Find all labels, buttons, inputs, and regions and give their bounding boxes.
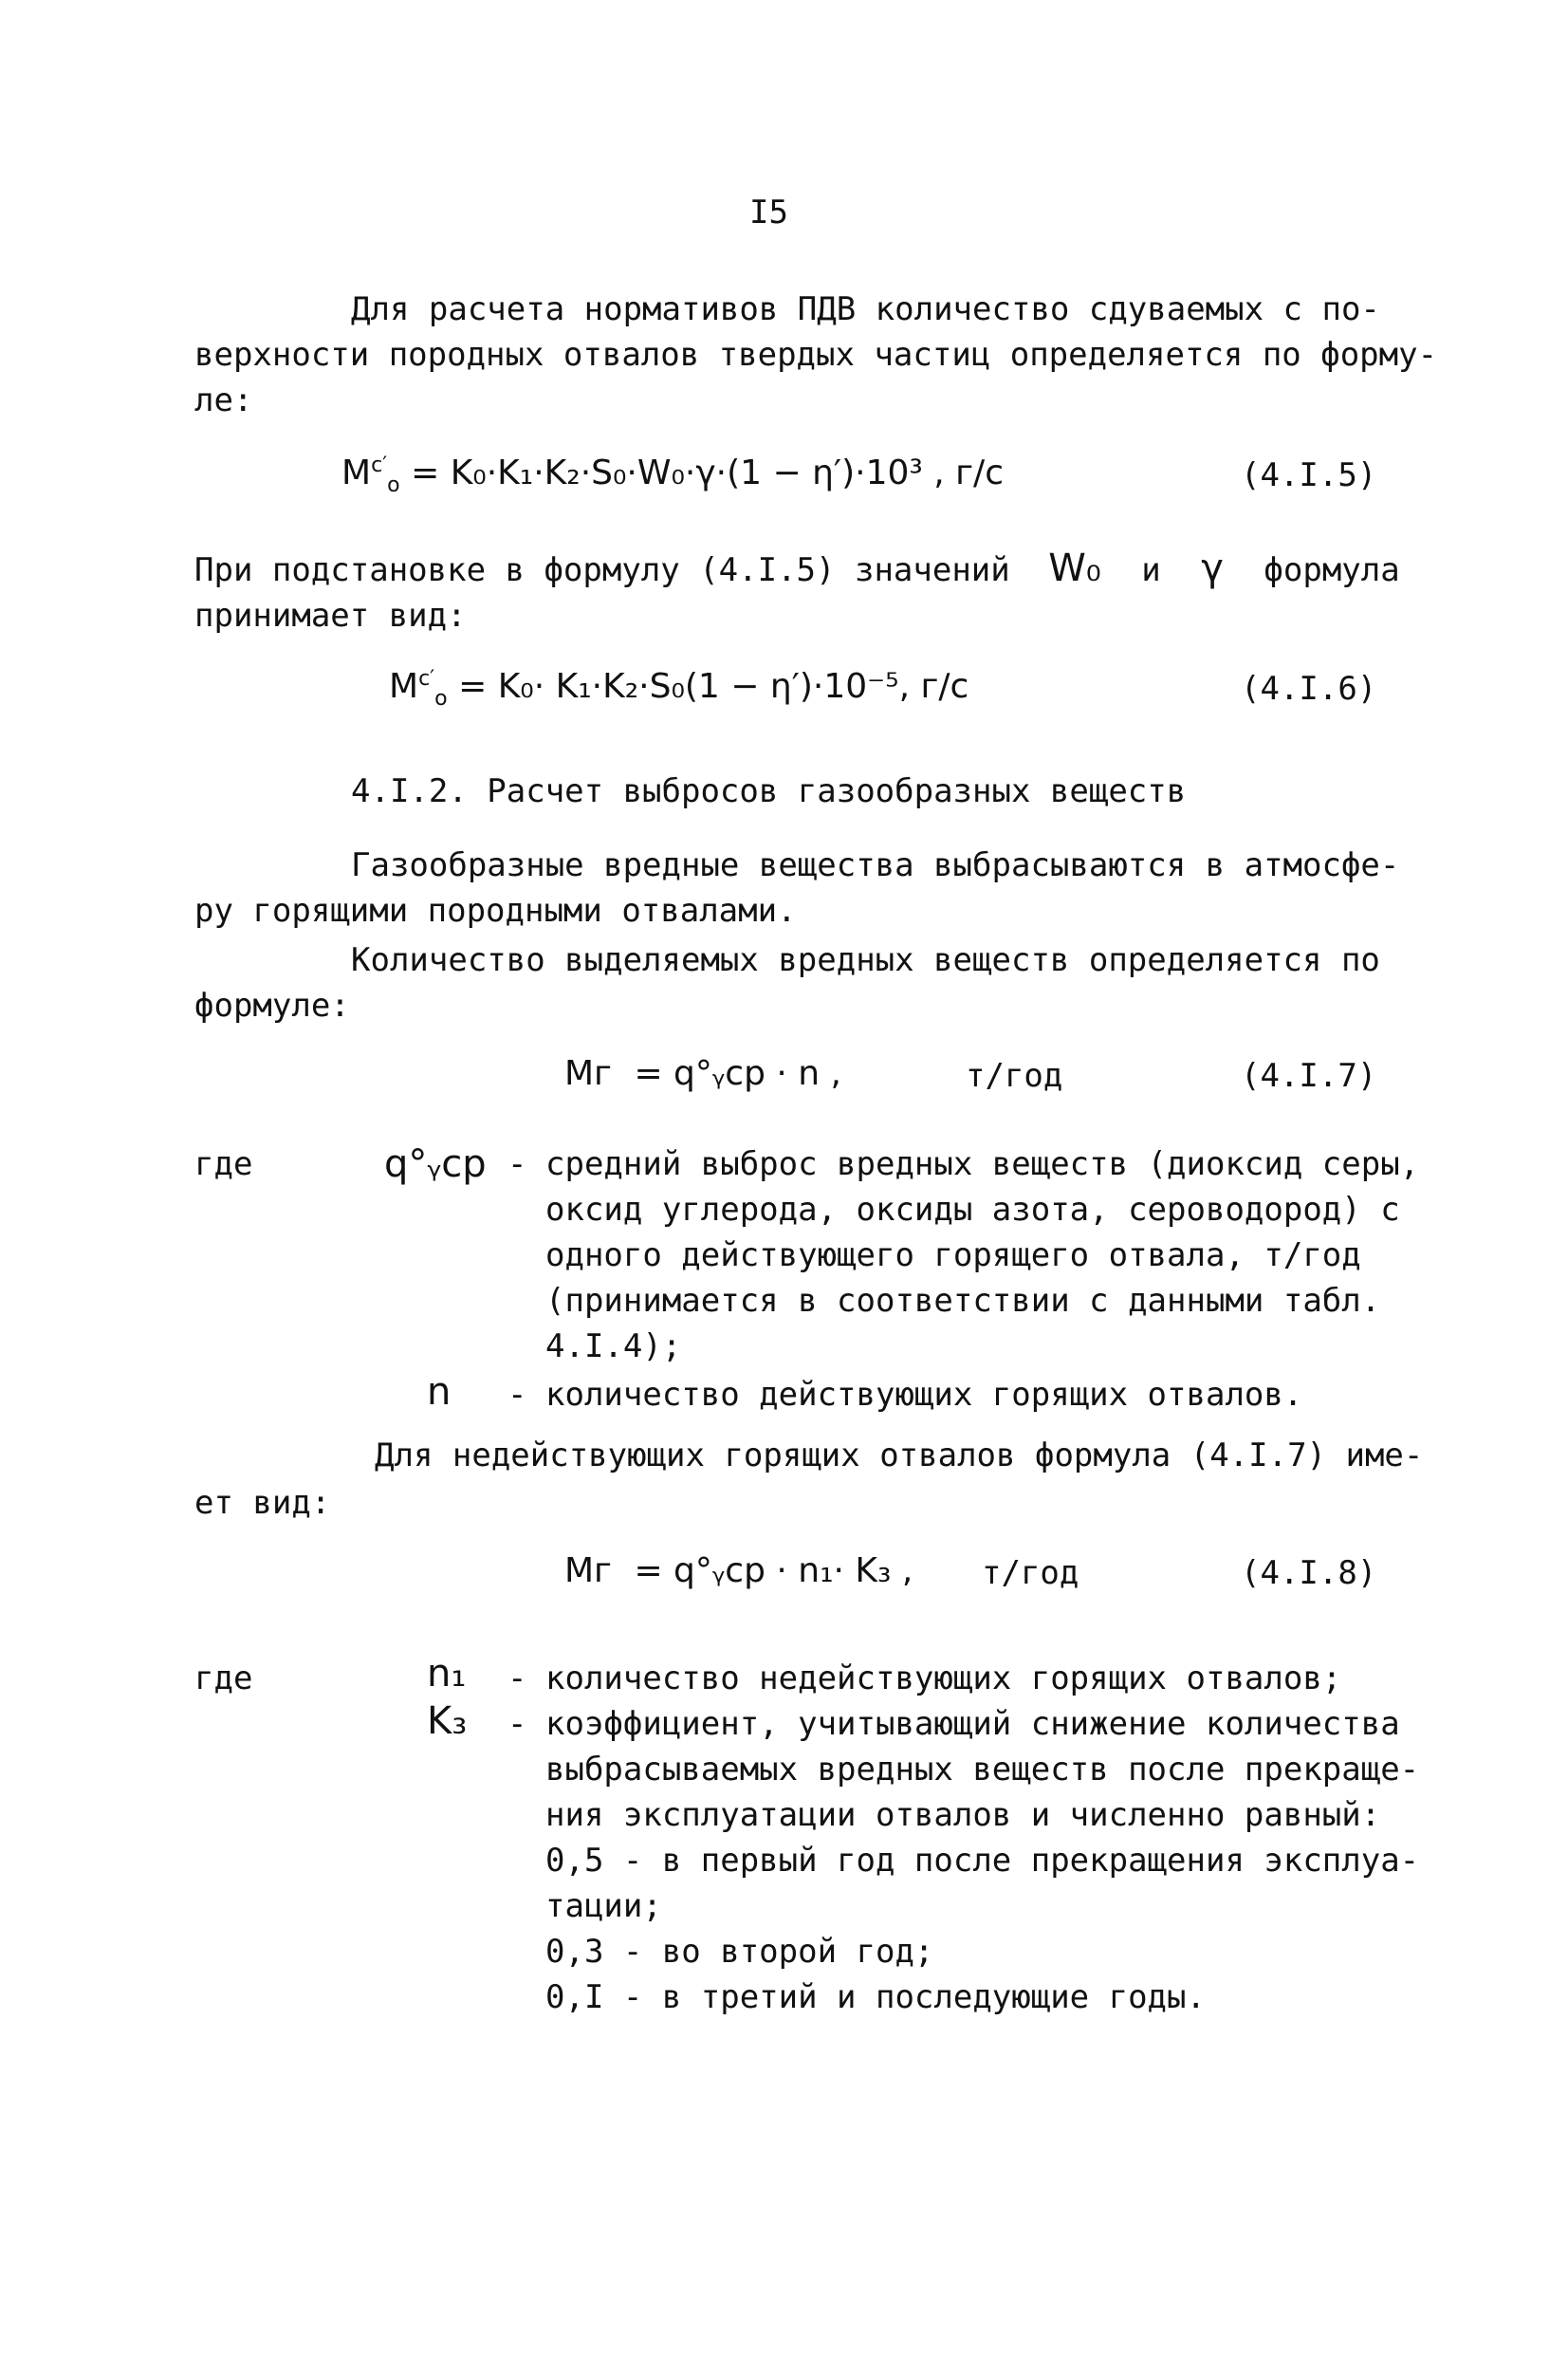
value-line: 0,I - в третий и последующие годы. — [545, 1978, 1206, 2016]
value-line: 0,5 - в первый год после прекращения эксплуа- — [545, 1842, 1420, 1880]
definition-line: количество действующих горящих отвалов. — [545, 1376, 1303, 1414]
formula-4-1-7 — [564, 1051, 841, 1097]
where-label: где — [194, 1659, 253, 1697]
para1-line-1: Газообразные вредные вещества выбрасываются в атмосфе- — [351, 846, 1400, 884]
formula-label-4-1-8: (4.I.8) — [1241, 1554, 1377, 1592]
formula-rhs: K₀· K₁·K₂·S₀(1 − η′)·10⁻⁵, г/с — [497, 667, 969, 706]
symbol-n1: n₁ — [427, 1652, 467, 1696]
formula-lhs: $M^{c'}_o$ — [389, 667, 448, 712]
value-line: 0,3 - во второй год; — [545, 1933, 934, 1971]
definition-line: оксид углерода, оксиды азота, сероводород) с — [545, 1191, 1400, 1229]
formula-lhs: Mг — [564, 1054, 612, 1093]
subst-line-1: При подстановке в формулу (4.I.5) значений W₀ и γ формула — [194, 547, 1400, 590]
formula-4-1-6: $M^{c'}_o = K_0\cdot K_1\cdot K_2\cdot S_0(1 - \eta')\cdot 10^{-5}$, г/с — [389, 667, 969, 712]
formula-rhs: K₀·K₁·K₂·S₀·W₀·γ·(1 − η′)·10³ , г/с — [450, 454, 1004, 492]
definition-line: коэффициент, учитывающий снижение количества — [545, 1705, 1400, 1743]
definition-line: одного действующего горящего отвала, т/год — [545, 1236, 1361, 1274]
where-label: где — [194, 1145, 253, 1183]
definition-line: 4.I.4); — [545, 1327, 682, 1365]
formula-label-4-1-7: (4.I.7) — [1241, 1057, 1377, 1095]
definition-line: (принимается в соответствии с данными табл. — [545, 1282, 1381, 1320]
definition-line: ния эксплуатации отвалов и численно равный: — [545, 1796, 1381, 1834]
intro-line-1: Для расчета нормативов ПДВ количество сдуваемых с по- — [351, 290, 1380, 328]
formula-unit-4-1-7: т/год — [966, 1057, 1063, 1095]
intro-line-3: ле: — [194, 381, 253, 419]
para2-line-2: формуле: — [194, 987, 350, 1025]
para2-line-1: Количество выделяемых вредных веществ определяется по — [351, 941, 1380, 979]
definition-dash: - — [507, 1145, 527, 1183]
symbol-k3: K₃ — [427, 1699, 468, 1743]
formula-label-4-1-6: (4.I.6) — [1241, 670, 1377, 708]
para3-line-2: ет вид: — [194, 1484, 331, 1522]
formula-unit-4-1-8: т/год — [982, 1554, 1079, 1592]
intro-line-2: верхности породных отвалов твердых частиц определяется по форму- — [194, 336, 1438, 374]
formula-rhs: = q°ᵧср · n₁· K₃ , — [634, 1551, 913, 1590]
formula-4-1-5: $M^{c'}_o = K_0\cdot K_1\cdot K_2\cdot S_0\cdot W_0\cdot\gamma\cdot(1 - \eta')\cdot 10^3$ , г/с — [341, 454, 1004, 498]
formula-lhs: $M^{c'}_o$ — [341, 454, 400, 498]
formula-4-1-8 — [564, 1548, 913, 1594]
definition-dash: - — [507, 1376, 527, 1414]
symbol-w0: W₀ — [1048, 547, 1101, 590]
definition-dash: - — [507, 1659, 527, 1697]
symbol-q-avg: q°ᵧср — [384, 1142, 487, 1186]
section-title: 4.I.2. Расчет выбросов газообразных веществ — [351, 772, 1187, 810]
symbol-n: n — [427, 1370, 452, 1414]
subst-line-2: принимает вид: — [194, 597, 467, 635]
definition-line: выбрасываемых вредных веществ после прекраще- — [545, 1751, 1420, 1789]
page-number: I5 — [749, 194, 788, 232]
symbol-gamma: γ — [1201, 547, 1224, 590]
para3-line-1: Для недействующих горящих отвалов формула (4.I.7) име- — [375, 1436, 1424, 1474]
formula-rhs: = q°ᵧср · n , — [634, 1054, 841, 1093]
definition-line: средний выброс вредных веществ (диоксид серы, — [545, 1145, 1420, 1183]
para1-line-2: ру горящими породными отвалами. — [194, 892, 797, 930]
formula-lhs: Mг — [564, 1551, 612, 1590]
formula-label-4-1-5: (4.I.5) — [1241, 456, 1377, 494]
value-line: тации; — [545, 1887, 662, 1925]
definition-dash: - — [507, 1705, 527, 1743]
definition-line: количество недействующих горящих отвалов; — [545, 1659, 1342, 1697]
